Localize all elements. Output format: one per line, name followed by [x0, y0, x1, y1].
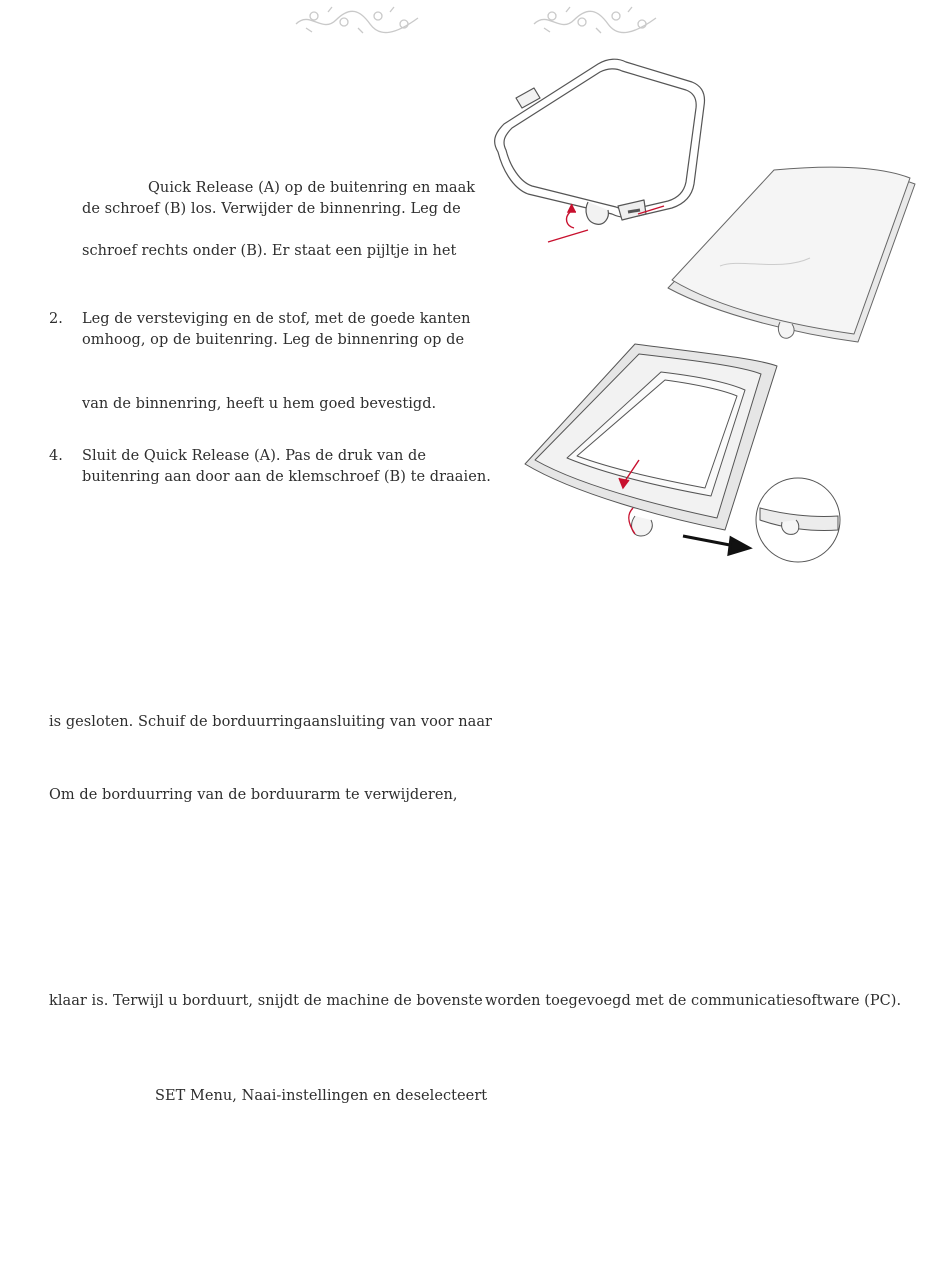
floral-ornament-right	[530, 4, 660, 36]
attach-hoop-text: is gesloten. Schuif de borduurringaansluiting van voor naar	[49, 714, 493, 730]
remove-hoop-text: Om de borduurring van de borduurarm te verwijderen,	[49, 787, 458, 803]
thread-cutting-text: klaar is. Terwijl u borduurt, snijdt de machine de bovenste	[49, 993, 483, 1009]
step1-line3: schroef rechts onder (B). Er staat een pijltje in het	[82, 243, 457, 259]
hooped-fabric-illustration	[515, 338, 790, 558]
software-text: worden toegevoegd met de communicatiesoftware (PC).	[485, 993, 902, 1009]
step2-line2: omhoog, op de buitenring. Leg de binnenring op de	[82, 332, 465, 348]
set-menu-text: SET Menu, Naai-instellingen en deselecteert	[155, 1088, 488, 1104]
step3-line1: van de binnenring, heeft u hem goed bevestigd.	[82, 396, 437, 412]
step2-number: 2.	[49, 311, 63, 327]
fabric-stabilizer-illustration	[660, 162, 920, 344]
step4-line1: Sluit de Quick Release (A). Pas de druk van de	[82, 448, 426, 464]
step4-line2: buitenring aan door aan de klemschroef (B) te draaien.	[82, 469, 491, 485]
floral-ornament-left	[292, 4, 422, 36]
step4-number: 4.	[49, 448, 63, 464]
step1-line2: de schroef (B) los. Verwijder de binnenring. Leg de	[82, 201, 461, 217]
step2-line1: Leg de versteviging en de stof, met de goede kanten	[82, 311, 471, 327]
step1-line1: Quick Release (A) op de buitenring en maak	[148, 180, 476, 196]
hoop-detail-illustration	[752, 474, 844, 566]
